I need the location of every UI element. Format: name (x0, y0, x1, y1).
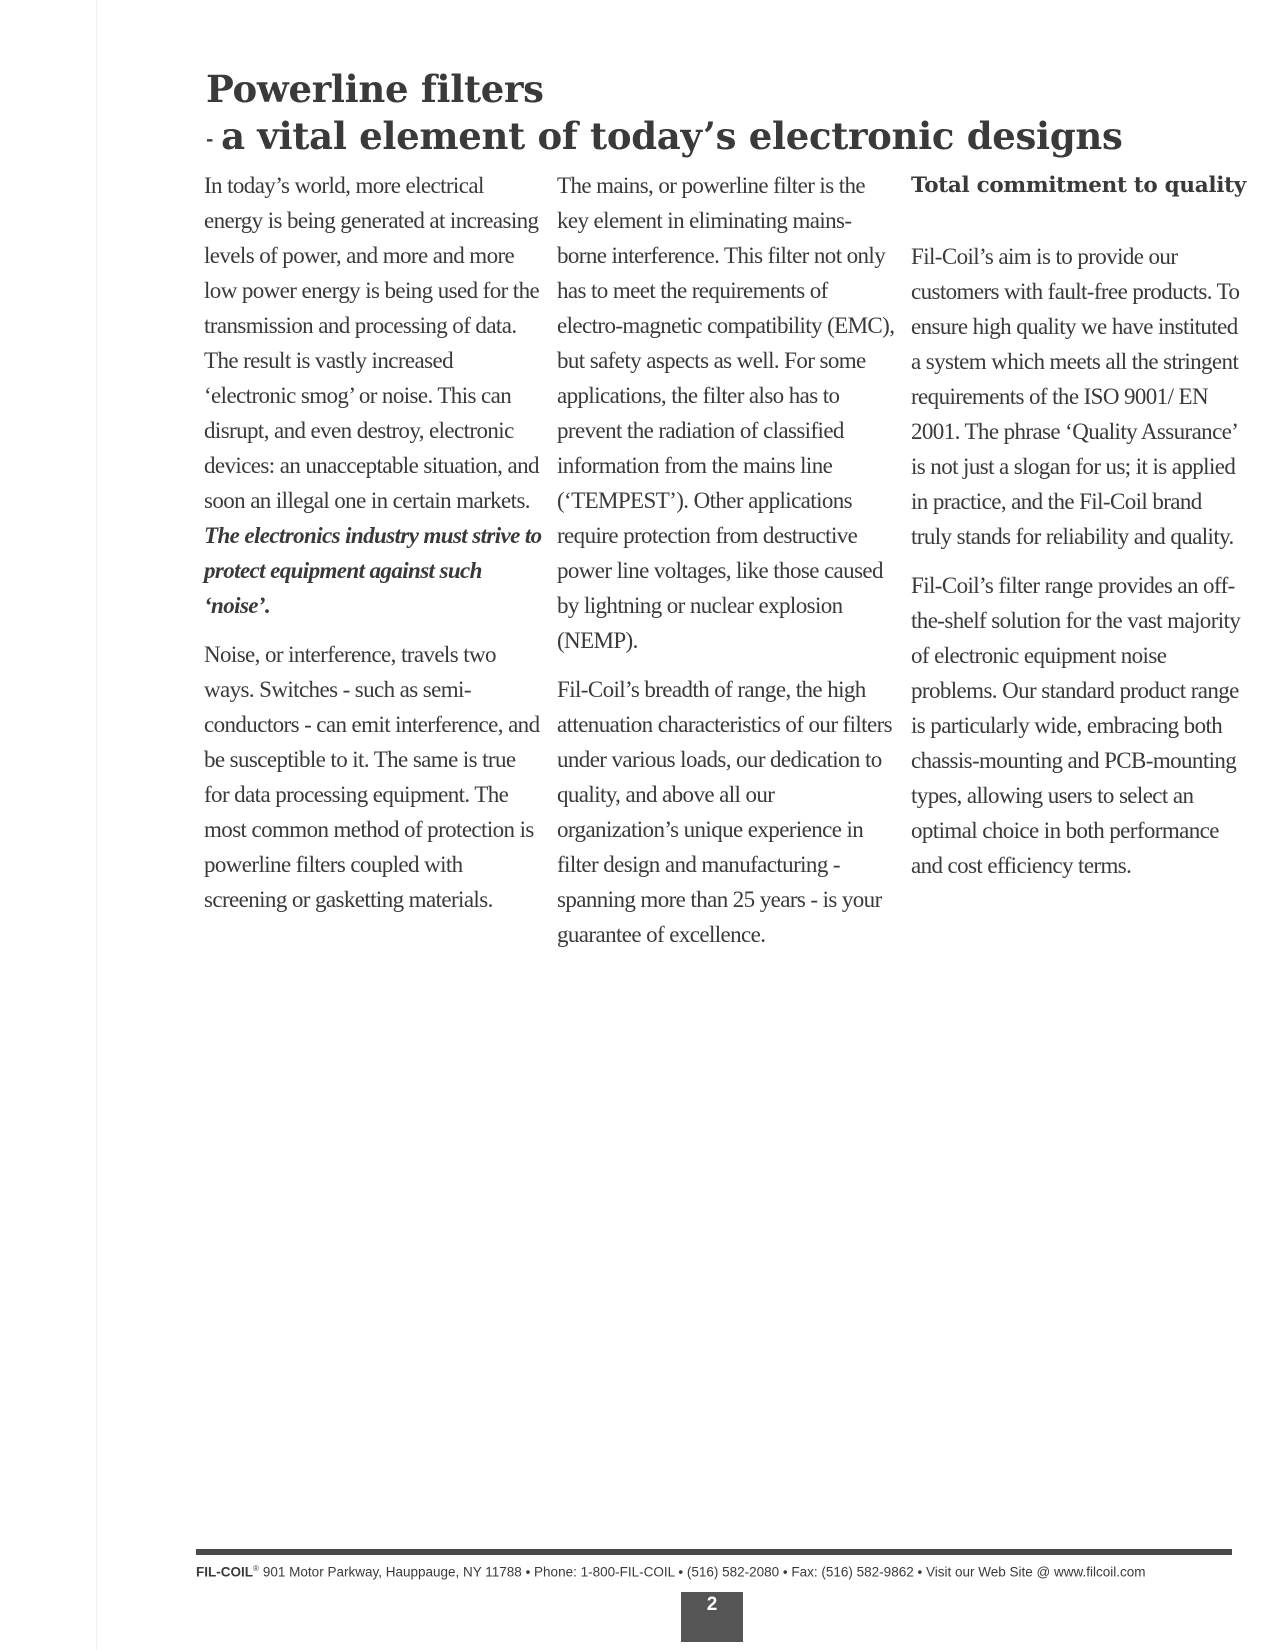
scan-edge-shadow (96, 0, 97, 1650)
text-column-3 (911, 168, 1246, 897)
column-3-paragraph-2: Fil-Coil’s filter range provides an off-the-shelf solution for the vast majority of electronic equipment noise problems. Our standard product range is particularly wide, embracing both chassis-mounting and PCB-mounting types, allowing users to select an optimal choice in both performance and cost efficiency terms. (911, 573, 1241, 878)
quality-section-heading: Total commitment to quality (911, 173, 1246, 198)
footer-info: 901 Motor Parkway, Hauppauge, NY 11788 • Phone: 1-800-FIL-COIL • (516) 582-2080 • Fax: (516) 582-9862 • Visit our Web Site @ www.filcoil.com (262, 1564, 1146, 1580)
page-number-badge (681, 1592, 743, 1642)
column-2-paragraph-1: The mains, or powerline filter is the key element in eliminating mains-borne interference. This filter not only has to meet the requirements of electro-magnetic compatibility (EMC), but safety aspects as well. For some applications, the filter also has to prevent the radiation of classified information from the mains line (‘TEMPEST’). Other applications require protection from destructive power line voltages, like those caused by lightning or nuclear explosion (NEMP). (557, 173, 895, 653)
column-1-paragraph-2: Noise, or interference, travels two ways. Switches - such as semi-conductors - can emit interference, and be susceptible to it. The same is true for data processing equipment. The most common method of protection is powerline filters coupled with screening or gasketting materials. (204, 642, 540, 912)
column-1-paragraph-1 (204, 168, 544, 623)
registered-mark: ® (253, 1564, 259, 1573)
footer-contact-line (196, 1559, 1236, 1583)
footer-divider (196, 1549, 1232, 1555)
headline-line-2 (206, 113, 1123, 163)
column-3-paragraph-1: Fil-Coil’s aim is to provide our customers with fault-free products. To ensure high quality we have instituted a system which meets all the stringent requirements of the ISO 9001/ EN 2001. The phrase ‘Quality Assurance’ is not just a slogan for us; it is applied in practice, and the Fil-Coil brand truly stands for reliability and quality. (911, 244, 1240, 549)
text-column-1 (204, 168, 544, 931)
headline-dash: - (206, 129, 214, 150)
column-2-paragraph-2: Fil-Coil’s breadth of range, the high attenuation characteristics of our filters under various loads, our dedication to quality, and above all our organization’s unique experience in filter design and manufacturing - spanning more than 25 years - is your guarantee of excellence. (557, 677, 892, 947)
text-column-2 (557, 168, 897, 966)
footer-brand: FIL-COIL (196, 1564, 253, 1580)
page-number: 2 (706, 1594, 718, 1615)
headline-line-2-text: a vital element of today’s electronic designs (221, 114, 1123, 158)
column-1-emphasis: The electronics industry must strive to protect equipment against such ‘noise’. (204, 523, 542, 618)
column-1-paragraph-1-text: In today’s world, more electrical energy is being generated at increasing levels of power, and more and more low power energy is being used for the transmission and processing of data. The result is vastly increased ‘electronic smog’ or noise. This can disrupt, and even destroy, electronic devices: an unacceptable situation, and soon an illegal one in certain markets. (204, 173, 540, 513)
page-headline (206, 66, 1123, 163)
headline-line-1: Powerline filters (206, 67, 544, 111)
